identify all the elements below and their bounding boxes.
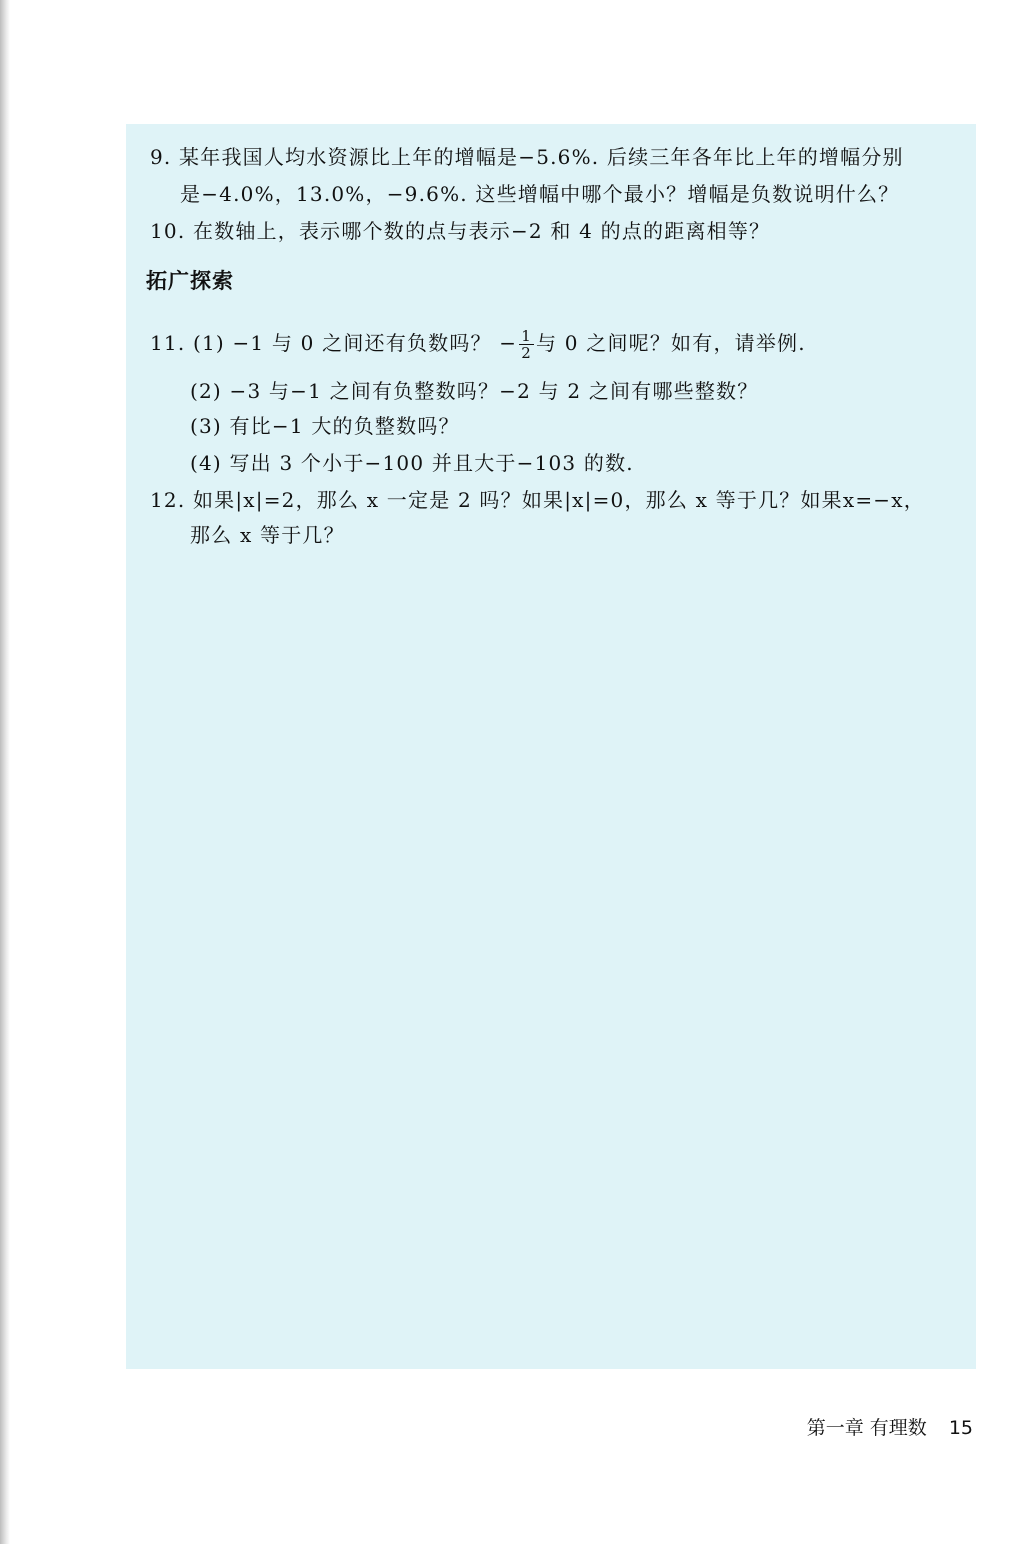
fraction-numerator: 1: [521, 327, 532, 345]
exercise-11-part-4: (4) 写出 3 个小于−100 并且大于−103 的数.: [190, 451, 634, 475]
exercise-10: 10. 在数轴上，表示哪个数的点与表示−2 和 4 的点的距离相等？: [150, 219, 771, 243]
exercise-12-line-1: 12. 如果|x|=2，那么 x 一定是 2 吗？如果|x|=0，那么 x 等于几？如果x=−x，: [150, 488, 925, 512]
exercise-11-part-1: [150, 328, 806, 361]
fraction-one-half: [519, 328, 534, 361]
page-footer: [807, 1413, 973, 1440]
chapter-title: 第一章 有理数: [806, 1417, 927, 1439]
exercise-11-part-3: (3) 有比−1 大的负整数吗？: [190, 414, 460, 438]
exercise-9-line-1: 9. 某年我国人均水资源比上年的增幅是−5.6%. 后续三年各年比上年的增幅分别: [150, 145, 904, 169]
section-heading-extension: 拓广探索: [146, 269, 234, 293]
page-number: 15: [948, 1417, 973, 1439]
exercise-11-part-1-text-after: 与 0 之间呢？如有，请举例.: [536, 331, 806, 355]
exercise-11-part-1-text-before: 11. (1) −1 与 0 之间还有负数吗？ −: [150, 331, 518, 355]
page-binding-edge: [0, 0, 10, 1544]
exercise-11-part-2: (2) −3 与−1 之间有负整数吗？−2 与 2 之间有哪些整数？: [190, 379, 759, 403]
fraction-denominator: 2: [521, 344, 532, 362]
exercise-9-line-2: 是−4.0%，13.0%，−9.6%. 这些增幅中哪个最小？增幅是负数说明什么？: [180, 182, 900, 206]
exercise-12-line-2: 那么 x 等于几？: [190, 523, 345, 547]
exercise-panel: [126, 124, 976, 1369]
